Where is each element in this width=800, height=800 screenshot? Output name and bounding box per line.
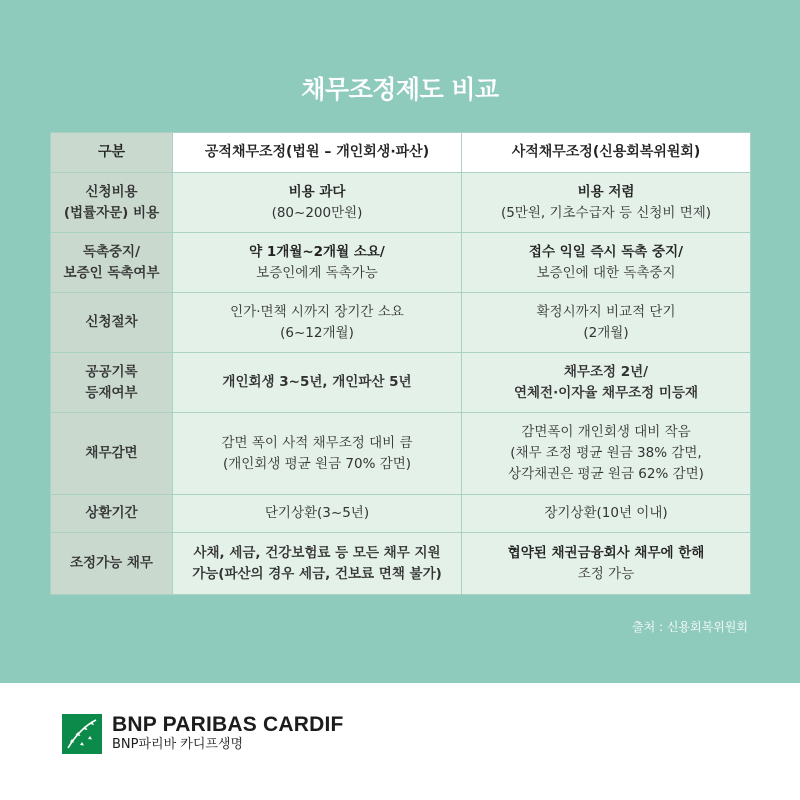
private-cell: 비용 저렴 (5만원, 기초수급자 등 신청비 면제) [462, 173, 751, 233]
bnp-stars-logo-icon [62, 714, 102, 754]
source-note: 출처 : 신용회복위원회 [631, 620, 748, 634]
private-cell: 협약된 채권금융회사 채무에 한해 조정 가능 [462, 533, 751, 595]
public-cell: 단기상환(3~5년) [173, 495, 462, 533]
row-label: 상환기간 [51, 495, 173, 533]
public-cell: 인가·면책 시까지 장기간 소요 (6~12개월) [173, 293, 462, 353]
public-cell: 사채, 세금, 건강보험료 등 모든 채무 지원 가능(파산의 경우 세금, 건보료 면책 불가) [173, 533, 462, 595]
private-cell: 장기상환(10년 이내) [462, 495, 751, 533]
header-category: 구분 [51, 133, 173, 173]
public-cell: 개인회생 3~5년, 개인파산 5년 [173, 353, 462, 413]
brand-name: BNP PARIBAS CARDIF [112, 713, 344, 736]
table-row [51, 233, 751, 293]
row-label: 채무감면 [51, 413, 173, 495]
header-private: 사적채무조정(신용회복위원회) [462, 133, 751, 173]
table-header-row [51, 133, 751, 173]
table-row [51, 353, 751, 413]
table-row [51, 173, 751, 233]
public-cell: 약 1개월~2개월 소요/ 보증인에게 독촉가능 [173, 233, 462, 293]
table-row [51, 293, 751, 353]
row-label: 신청비용 (법률자문) 비용 [51, 173, 173, 233]
private-cell: 감면폭이 개인회생 대비 작음 (채무 조정 평균 원금 38% 감면, 상각채권은 평균 원금 62% 감면) [462, 413, 751, 495]
table-row [51, 533, 751, 595]
table-row [51, 495, 751, 533]
brand-footer [62, 714, 344, 754]
row-label: 신청절차 [51, 293, 173, 353]
header-public: 공적채무조정(법원 – 개인회생·파산) [173, 133, 462, 173]
private-cell: 접수 익일 즉시 독촉 중지/ 보증인에 대한 독촉중지 [462, 233, 751, 293]
page-title: 채무조정제도 비교 [301, 75, 499, 104]
row-label: 공공기록 등재여부 [51, 353, 173, 413]
public-cell: 감면 폭이 사적 채무조정 대비 큼 (개인회생 평균 원금 70% 감면) [173, 413, 462, 495]
row-label: 조정가능 채무 [51, 533, 173, 595]
brand-subtitle: BNP파리바 카디프생명 [112, 737, 244, 752]
public-cell: 비용 과다 (80~200만원) [173, 173, 462, 233]
comparison-table [50, 132, 751, 595]
private-cell: 채무조정 2년/ 연체전·이자율 채무조정 미등재 [462, 353, 751, 413]
table-row [51, 413, 751, 495]
private-cell: 확정시까지 비교적 단기 (2개월) [462, 293, 751, 353]
row-label: 독촉중지/ 보증인 독촉여부 [51, 233, 173, 293]
